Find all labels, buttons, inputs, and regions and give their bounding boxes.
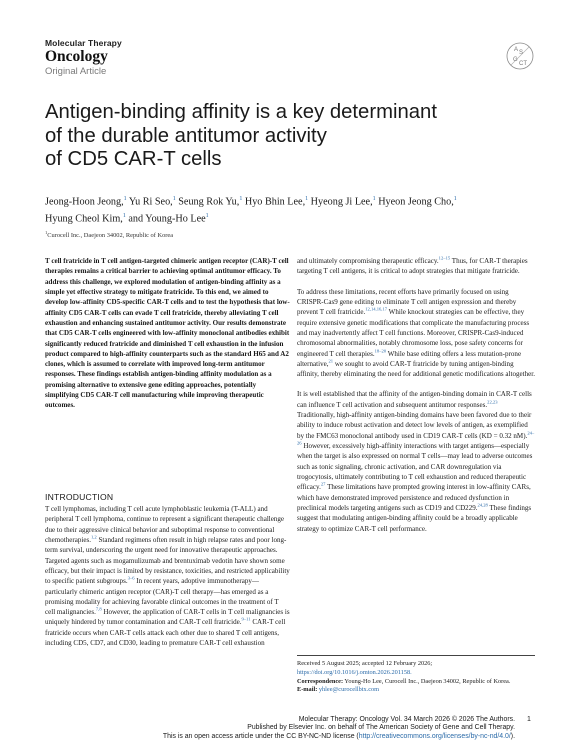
citation-link[interactable]: 24–26 <box>297 430 535 446</box>
correspondence-text: Young-Ho Lee, Curocell Inc., Daejeon 34002, Republic of Korea. <box>343 677 511 685</box>
correspondence <box>297 678 535 687</box>
title-line-3: of CD5 CAR-T cells <box>45 148 222 170</box>
citation-link[interactable]: 24,28 <box>477 502 488 508</box>
article-footnote <box>297 655 535 695</box>
body-text: Standard regimens often result in high relapse rates and poor long-term survival, underscoring the urgent need for innovative therapeutic approaches. Targeted agents such as mogamulizumab and brentuximab vedotin have shown some efficacy, but their impact is limited by resistance, toxicities, and restricted applicability to specific patient subgroups. <box>45 535 290 586</box>
author-name: Jeong-Hoon Jeong, <box>45 196 124 208</box>
correspondence-label: Correspondence: <box>297 677 344 685</box>
body-text: These limitations have prompted growing interest in low-affinity CARs, which have demonstrated improved persistence and reduced dysfunction in preclinical models targeting antigens such as CD19 and CD229. <box>297 483 531 512</box>
body-text: Thus, for CAR-T therapies targeting T cell antigens, it is critical to adopt strategies that mitigate fratricide. <box>297 257 528 276</box>
author-name: Yu Ri Seo, <box>128 196 173 208</box>
citation-link[interactable]: 9–11 <box>241 617 251 623</box>
body-text: While base editing offers a less mutation-prone alternative, <box>297 349 522 368</box>
affiliation-mark[interactable]: 1 <box>305 196 309 202</box>
citation-link[interactable]: 22,23 <box>487 399 498 405</box>
intro-paragraph-4 <box>297 389 535 533</box>
page-footer <box>163 716 515 741</box>
author-name: Seung Rok Yu, <box>178 196 240 208</box>
affiliation-mark[interactable]: 1 <box>122 213 126 220</box>
journal-name-line1: Molecular Therapy <box>45 38 122 48</box>
citation-link[interactable]: 7,8 <box>95 606 102 612</box>
citation-link[interactable]: 3–6 <box>127 575 135 581</box>
author-name: Hyeong Ji Lee, <box>310 196 373 208</box>
received-dates: Received 5 August 2025; accepted 12 February 2026; <box>297 660 433 667</box>
citation-link[interactable]: 27 <box>320 481 326 487</box>
citation-link[interactable]: 18–20 <box>374 348 387 354</box>
author-name: Hyeon Jeong Cho, <box>378 196 454 208</box>
affiliation-mark[interactable]: 1 <box>372 196 376 202</box>
author-list <box>45 192 535 227</box>
intro-paragraph-1 <box>45 504 290 648</box>
affiliation-mark[interactable]: 1 <box>123 196 127 202</box>
footer-license-line <box>163 733 515 741</box>
body-text: However, the application of CAR-T cells in T cell malignancies is uniquely hindered by tumor contamination and CAR-T cell fratricide. <box>45 608 290 627</box>
svg-text:S: S <box>519 50 524 56</box>
asgct-logo-icon <box>505 41 535 71</box>
author-name: Hyung Cheol Kim, <box>45 213 123 225</box>
body-text: To address these limitations, recent efforts have primarily focused on using CRISPR-Cas9 gene editing to eliminate T cell antigen expression and thereby prevent T cell fratricide. <box>297 287 517 317</box>
affiliation-text: Curocell Inc., Daejeon 34002, Republic of Korea <box>47 232 174 240</box>
body-text: However, excessively high-affinity interactions with target antigens—especially when the target is also expressed on normal T cells—may lead to adverse outcomes such as tonic signaling, chronic activation, and CAR downregulation via trogocytosis, ultimately contributing to T cell exhaustion and reduced therapeutic efficacy. <box>297 442 533 492</box>
intro-paragraph-3 <box>297 287 535 380</box>
footer-publisher-line: Published by Elsevier Inc. on behalf of The American Society of Gene and Cell Therapy. <box>247 724 515 732</box>
email-line <box>297 686 535 695</box>
license-text-pre: This is an open access article under the CC BY-NC-ND license ( <box>162 732 359 740</box>
body-text: CAR-T cell fratricide occurs when CAR-T cells attack each other due to shared T cell antigens, including CD5, CD7, and CD30, leading to premature CAR-T cell exhaustion <box>45 618 286 648</box>
author-name: Hyo Bhin Lee, <box>244 196 306 208</box>
svg-text:A: A <box>514 47 519 53</box>
title-line-1: Antigen-binding affinity is a key determinant <box>45 101 437 123</box>
intro-paragraph-2 <box>297 256 535 277</box>
doi-link[interactable]: https://doi.org/10.1016/j.omton.2026.201158. <box>297 668 412 676</box>
affiliation-mark[interactable]: 1 <box>453 196 457 202</box>
body-text: In recent years, adoptive immunotherapy—particularly chimeric antigen receptor (CAR)-T cell therapy—has emerged as a promising modality for achieving favorable clinical outcomes in the treatment of T cell malignancies. <box>45 577 279 617</box>
affiliation-mark[interactable]: 1 <box>205 213 209 220</box>
email-link[interactable]: yhlee@curocellbtx.com <box>318 686 380 694</box>
footer-journal-line: Molecular Therapy: Oncology Vol. 34 March 2026 © 2026 The Authors. <box>298 716 515 723</box>
section-heading-introduction: INTRODUCTION <box>45 492 114 502</box>
body-text: T cell lymphomas, including T cell acute lymphoblastic leukemia (T-ALL) and peripheral T cell lymphoma, continue to represent a significant therapeutic challenge due to their aggressive clinical behavior and suboptimal response to conventional chemotherapies. <box>45 505 285 544</box>
affiliation <box>45 230 173 239</box>
citation-link[interactable]: 12–15 <box>438 255 451 261</box>
right-column <box>297 256 535 544</box>
email-label: E-mail: <box>297 686 318 694</box>
article-type: Original Article <box>45 66 107 77</box>
body-text: we sought to avoid CAR-T fratricide by tuning antigen-binding affinity, thereby eliminating the need for additional genetic modifications altogether. <box>297 359 535 379</box>
svg-text:G: G <box>513 57 518 63</box>
citation-link[interactable]: 21 <box>328 358 334 364</box>
affiliation-mark[interactable]: 1 <box>239 196 243 202</box>
journal-name-line2: Oncology <box>45 48 108 65</box>
citation-link[interactable]: 1,2 <box>90 534 97 540</box>
body-text: and ultimately compromising therapeutic efficacy. <box>297 257 439 265</box>
affiliation-mark[interactable]: 1 <box>172 196 176 202</box>
license-link[interactable]: http://creativecommons.org/licenses/by-nc-nd/4.0/ <box>358 732 511 740</box>
page-number: 1 <box>527 716 531 723</box>
abstract: T cell fratricide in T cell antigen-targeted chimeric antigen receptor (CAR)-T cell therapies remains a critical barrier to achieving optimal antitumor efficacy. To address this challenge, we explored modulation of antigen-binding affinity as a simple yet effective strategy to mitigate fratricide. To this end, we aimed to develop low-affinity CD5-specific CAR-T cells and to test the hypothesis that low-affinity CD5 CAR-T cells can evade T cell fratricide, thereby alleviating T cell exhaustion and enhancing sustained antitumor activity. Our results demonstrate that CD5 CAR-T cells engineered with low-affinity monoclonal antibodies exhibit significantly reduced fratricide and diminished T cell exhaustion in the infusion product compared to high-affinity counterparts such as the standard H65 and A2 clones, which is assumed to correlate with improved long-term antitumor responses. These findings establish antigen-binding affinity modulation as a promising alternative to extensive gene editing approaches, potentially simplifying CD5 CAR-T cell manufacturing while improving therapeutic outcomes. <box>45 257 290 410</box>
body-text: It is well established that the affinity of the antigen-binding domain in CAR-T cells can influence T cell activation and subsequent antitumor responses. <box>297 390 532 409</box>
journal-header <box>45 38 122 77</box>
title-line-2: of the durable antitumor activity <box>45 124 327 147</box>
body-text: Traditionally, high-affinity antigen-binding domains have been favored due to their ability to induce robust activation and detect low levels of antigen, as exemplified by the FMC63 monoclonal antibody used in CD19 CAR-T cells (KD = 0.32 nM). <box>297 411 532 440</box>
article-title <box>45 101 515 172</box>
citation-link[interactable]: 12,14,16,17 <box>365 306 388 312</box>
author-name: and Young-Ho Lee <box>128 213 206 225</box>
affiliation-number: 1 <box>45 230 48 235</box>
license-text-post: ). <box>510 732 515 740</box>
body-text: These findings suggest that modulating antigen-binding affinity could be a broadly applicable strategy to optimize CAR-T cell performance. <box>297 503 532 533</box>
svg-text:CT: CT <box>519 61 527 67</box>
body-text: While knockout strategies can be effective, they require extensive genetic modifications that complicate the manufacturing process and may inadvertently affect T cell functions. Moreover, CRISPR-Cas9-induced chromosomal abnormalities, notably chromosome loss, pose safety concerns for engineered T cell therapies. <box>297 308 530 358</box>
